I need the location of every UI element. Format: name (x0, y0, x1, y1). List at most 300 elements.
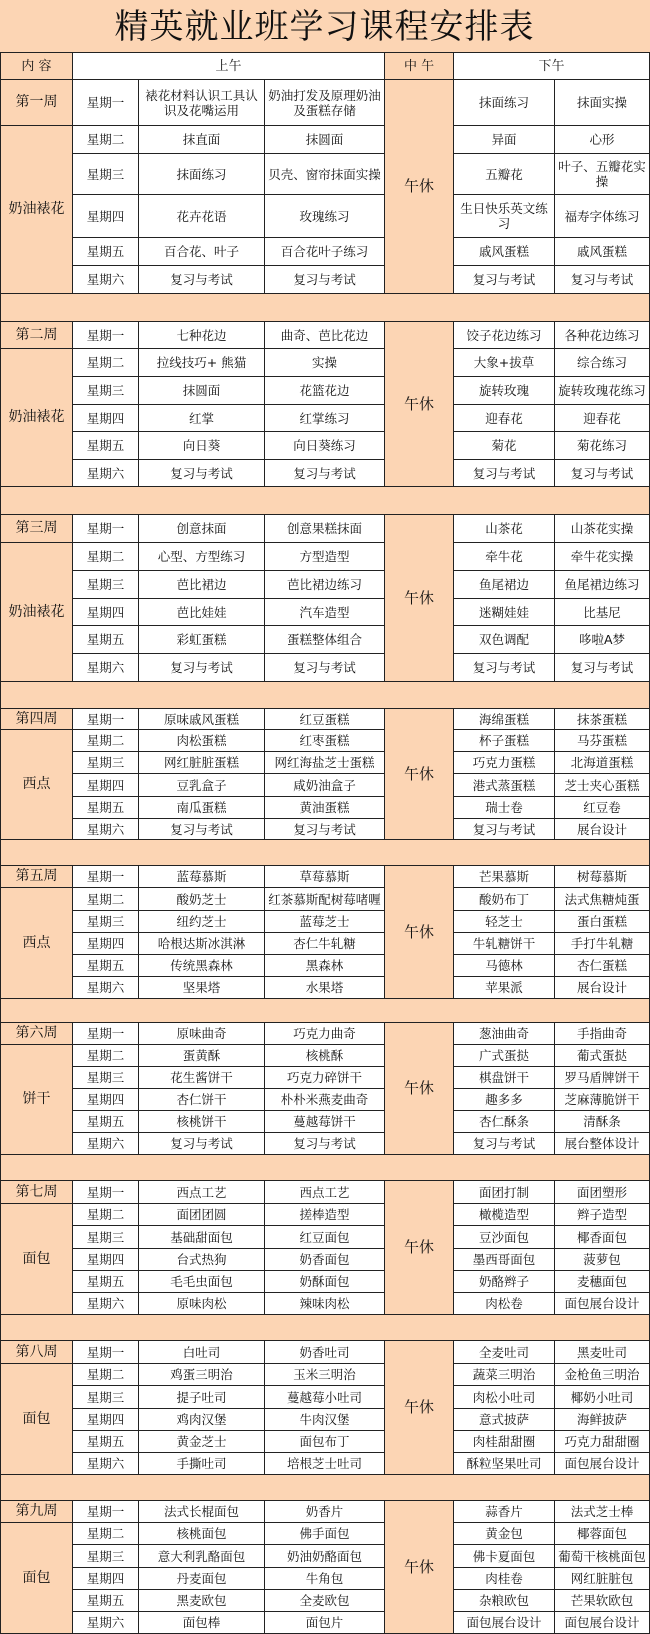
morning-am2-cell: 朴朴米燕麦曲奇 (265, 1089, 385, 1111)
morning-am2-cell: 奶油打发及原理奶油及蛋糕存储 (265, 80, 385, 126)
table-row (1, 1590, 650, 1612)
header-morning: 上午 (73, 53, 385, 80)
table-row (1, 1111, 650, 1133)
morning-am2-cell: 杏仁牛轧糖 (265, 933, 385, 955)
morning-am2-cell: 全麦欧包 (265, 1590, 385, 1612)
morning-am2-cell: 牛角包 (265, 1568, 385, 1590)
header-row (1, 53, 650, 80)
noon-break-cell: 午休 (385, 515, 454, 682)
table-row (1, 866, 650, 888)
separator-band (1, 294, 650, 322)
day-cell: 星期二 (73, 730, 139, 752)
morning-am2-cell: 方型造型 (265, 543, 385, 571)
afternoon-pm2-cell: 面包展台设计 (555, 1612, 650, 1634)
morning-am1-cell: 花生酱饼干 (139, 1067, 265, 1089)
day-cell: 星期二 (73, 1364, 139, 1386)
afternoon-pm1-cell: 复习与考试 (454, 654, 555, 682)
afternoon-pm2-cell: 面包展台设计 (555, 1453, 650, 1475)
morning-am2-cell: 玫瑰练习 (265, 195, 385, 238)
category-label: 奶油裱花 (1, 126, 73, 294)
table-row (1, 1545, 650, 1568)
noon-break-cell: 午休 (385, 709, 454, 840)
morning-am2-cell: 蛋糕整体组合 (265, 626, 385, 654)
morning-am2-cell: 复习与考试 (265, 819, 385, 840)
morning-am2-cell: 黑森林 (265, 955, 385, 977)
category-label: 奶油裱花 (1, 543, 73, 682)
morning-am2-cell: 核桃酥 (265, 1045, 385, 1067)
afternoon-pm1-cell: 旋转玫瑰 (454, 377, 555, 405)
afternoon-pm2-cell: 复习与考试 (555, 266, 650, 294)
morning-am1-cell: 原味戚风蛋糕 (139, 709, 265, 730)
table-row (1, 626, 650, 654)
week-label: 第二周 (1, 322, 73, 349)
afternoon-pm2-cell: 叶子、五瓣花实操 (555, 154, 650, 195)
day-cell: 星期一 (73, 1501, 139, 1523)
morning-am1-cell: 杏仁饼干 (139, 1089, 265, 1111)
day-cell: 星期三 (73, 571, 139, 599)
table-row (1, 1341, 650, 1364)
morning-am1-cell: 肉松蛋糕 (139, 730, 265, 752)
morning-am1-cell: 基础甜面包 (139, 1226, 265, 1249)
morning-am2-cell: 搓棒造型 (265, 1204, 385, 1226)
table-row (1, 1133, 650, 1155)
afternoon-pm2-cell: 山茶花实操 (555, 515, 650, 543)
day-cell: 星期六 (73, 266, 139, 294)
morning-am1-cell: 复习与考试 (139, 1133, 265, 1155)
day-cell: 星期五 (73, 432, 139, 460)
afternoon-pm2-cell: 芝麻薄脆饼干 (555, 1089, 650, 1111)
morning-am1-cell: 丹麦面包 (139, 1568, 265, 1590)
morning-am2-cell: 贝壳、窗帘抹面实操 (265, 154, 385, 195)
week-label: 第七周 (1, 1181, 73, 1204)
afternoon-pm1-cell: 肉桂卷 (454, 1568, 555, 1590)
afternoon-pm2-cell: 福寿字体练习 (555, 195, 650, 238)
morning-am1-cell: 原味肉松 (139, 1293, 265, 1315)
morning-am1-cell: 核桃饼干 (139, 1111, 265, 1133)
table-row (1, 405, 650, 432)
morning-am1-cell: 提子吐司 (139, 1386, 265, 1409)
afternoon-pm2-cell: 心形 (555, 126, 650, 154)
table-row (1, 1501, 650, 1523)
week-separator (1, 1475, 650, 1501)
morning-am1-cell: 芭比裙边 (139, 571, 265, 599)
morning-am2-cell: 奶香吐司 (265, 1341, 385, 1364)
morning-am1-cell: 复习与考试 (139, 266, 265, 294)
afternoon-pm2-cell: 葡式蛋挞 (555, 1045, 650, 1067)
table-row (1, 955, 650, 977)
afternoon-pm1-cell: 全麦吐司 (454, 1341, 555, 1364)
category-label: 面包 (1, 1523, 73, 1634)
morning-am2-cell: 草莓慕斯 (265, 866, 385, 888)
morning-am1-cell: 哈根达斯冰淇淋 (139, 933, 265, 955)
week-separator (1, 1155, 650, 1181)
morning-am1-cell: 裱花材料认识工具认识及花嘴运用 (139, 80, 265, 126)
afternoon-pm1-cell: 面包展台设计 (454, 1612, 555, 1634)
morning-am1-cell: 南瓜蛋糕 (139, 797, 265, 819)
day-cell: 星期三 (73, 1067, 139, 1089)
afternoon-pm1-cell: 鱼尾裙边 (454, 571, 555, 599)
table-row (1, 126, 650, 154)
day-cell: 星期五 (73, 1431, 139, 1453)
day-cell: 星期六 (73, 819, 139, 840)
noon-break-cell: 午休 (385, 1181, 454, 1315)
afternoon-pm2-cell: 鱼尾裙边练习 (555, 571, 650, 599)
morning-am2-cell: 汽车造型 (265, 599, 385, 626)
morning-am1-cell: 意大利乳酪面包 (139, 1545, 265, 1568)
category-label: 面包 (1, 1204, 73, 1315)
afternoon-pm2-cell: 牵牛花实操 (555, 543, 650, 571)
afternoon-pm2-cell: 蛋白蛋糕 (555, 911, 650, 933)
table-row (1, 1409, 650, 1431)
morning-am2-cell: 面包布丁 (265, 1431, 385, 1453)
day-cell: 星期四 (73, 195, 139, 238)
noon-break-cell: 午休 (385, 1501, 454, 1634)
morning-am1-cell: 抹直面 (139, 126, 265, 154)
morning-am1-cell: 创意抹面 (139, 515, 265, 543)
day-cell: 星期五 (73, 1111, 139, 1133)
day-cell: 星期六 (73, 977, 139, 999)
morning-am1-cell: 拉线技巧+ 熊猫 (139, 349, 265, 377)
afternoon-pm2-cell: 芒果软欧包 (555, 1590, 650, 1612)
afternoon-pm1-cell: 生日快乐英文练习 (454, 195, 555, 238)
day-cell: 星期四 (73, 774, 139, 797)
noon-break-cell: 午休 (385, 80, 454, 294)
morning-am1-cell: 百合花、叶子 (139, 238, 265, 266)
morning-am1-cell: 法式长棍面包 (139, 1501, 265, 1523)
separator-band (1, 1315, 650, 1341)
day-cell: 星期三 (73, 377, 139, 405)
day-cell: 星期二 (73, 349, 139, 377)
day-cell: 星期六 (73, 1612, 139, 1634)
morning-am1-cell: 抹面练习 (139, 154, 265, 195)
afternoon-pm1-cell: 黄金包 (454, 1523, 555, 1545)
morning-am1-cell: 向日葵 (139, 432, 265, 460)
morning-am1-cell: 复习与考试 (139, 654, 265, 682)
table-row (1, 1431, 650, 1453)
morning-am2-cell: 奶香片 (265, 1501, 385, 1523)
afternoon-pm1-cell: 佛卡夏面包 (454, 1545, 555, 1568)
day-cell: 星期三 (73, 1226, 139, 1249)
afternoon-pm1-cell: 复习与考试 (454, 1133, 555, 1155)
afternoon-pm1-cell: 葱油曲奇 (454, 1023, 555, 1045)
morning-am1-cell: 网红脏脏蛋糕 (139, 752, 265, 774)
afternoon-pm2-cell: 巧克力甜甜圈 (555, 1431, 650, 1453)
day-cell: 星期一 (73, 709, 139, 730)
day-cell: 星期六 (73, 654, 139, 682)
category-label: 面包 (1, 1364, 73, 1475)
morning-am1-cell: 蓝莓慕斯 (139, 866, 265, 888)
table-row (1, 1364, 650, 1386)
afternoon-pm1-cell: 瑞士卷 (454, 797, 555, 819)
table-row (1, 933, 650, 955)
table-row (1, 322, 650, 349)
table-row (1, 730, 650, 752)
morning-am1-cell: 黄金芝士 (139, 1431, 265, 1453)
afternoon-pm1-cell: 杂粮欧包 (454, 1590, 555, 1612)
day-cell: 星期三 (73, 1386, 139, 1409)
morning-am1-cell: 七种花边 (139, 322, 265, 349)
morning-am1-cell: 豆乳盒子 (139, 774, 265, 797)
afternoon-pm2-cell: 菠萝包 (555, 1249, 650, 1271)
afternoon-pm2-cell: 法式焦糖炖蛋 (555, 888, 650, 911)
afternoon-pm2-cell: 椰香面包 (555, 1226, 650, 1249)
category-label: 西点 (1, 888, 73, 999)
morning-am1-cell: 面团团圆 (139, 1204, 265, 1226)
morning-am2-cell: 红豆蛋糕 (265, 709, 385, 730)
afternoon-pm1-cell: 肉桂甜甜圈 (454, 1431, 555, 1453)
day-cell: 星期一 (73, 80, 139, 126)
week-label: 第四周 (1, 709, 73, 730)
afternoon-pm2-cell: 各种花边练习 (555, 322, 650, 349)
morning-am1-cell: 鸡蛋三明治 (139, 1364, 265, 1386)
table-row (1, 460, 650, 487)
day-cell: 星期四 (73, 405, 139, 432)
afternoon-pm1-cell: 迷糊娃娃 (454, 599, 555, 626)
morning-am1-cell: 坚果塔 (139, 977, 265, 999)
day-cell: 星期三 (73, 911, 139, 933)
afternoon-pm1-cell: 豆沙面包 (454, 1226, 555, 1249)
afternoon-pm2-cell: 网红脏脏包 (555, 1568, 650, 1590)
morning-am2-cell: 咸奶油盒子 (265, 774, 385, 797)
morning-am1-cell: 鸡肉汉堡 (139, 1409, 265, 1431)
afternoon-pm2-cell: 哆啦A梦 (555, 626, 650, 654)
afternoon-pm1-cell: 饺子花边练习 (454, 322, 555, 349)
table-row (1, 571, 650, 599)
afternoon-pm2-cell: 椰奶小吐司 (555, 1386, 650, 1409)
afternoon-pm2-cell: 清酥条 (555, 1111, 650, 1133)
morning-am2-cell: 牛肉汉堡 (265, 1409, 385, 1431)
table-row (1, 1568, 650, 1590)
morning-am2-cell: 复习与考试 (265, 1133, 385, 1155)
morning-am2-cell: 巧克力曲奇 (265, 1023, 385, 1045)
afternoon-pm1-cell: 肉松卷 (454, 1293, 555, 1315)
afternoon-pm1-cell: 山茶花 (454, 515, 555, 543)
day-cell: 星期六 (73, 1293, 139, 1315)
page-title: 精英就业班学习课程安排表 (0, 0, 649, 52)
day-cell: 星期四 (73, 1568, 139, 1590)
separator-band (1, 487, 650, 515)
separator-band (1, 1475, 650, 1501)
table-row (1, 1181, 650, 1204)
morning-am2-cell: 面包片 (265, 1612, 385, 1634)
afternoon-pm2-cell: 手打牛轧糖 (555, 933, 650, 955)
table-row (1, 709, 650, 730)
table-row (1, 1226, 650, 1249)
afternoon-pm2-cell: 红豆卷 (555, 797, 650, 819)
day-cell: 星期二 (73, 1523, 139, 1545)
afternoon-pm2-cell: 展台整体设计 (555, 1133, 650, 1155)
day-cell: 星期二 (73, 543, 139, 571)
table-row (1, 977, 650, 999)
morning-am2-cell: 芭比裙边练习 (265, 571, 385, 599)
afternoon-pm2-cell: 芝士夹心蛋糕 (555, 774, 650, 797)
table-row (1, 377, 650, 405)
morning-am2-cell: 红掌练习 (265, 405, 385, 432)
afternoon-pm2-cell: 迎春花 (555, 405, 650, 432)
table-row (1, 1612, 650, 1634)
table-row (1, 1523, 650, 1545)
morning-am2-cell: 红茶慕斯配树莓啫喱 (265, 888, 385, 911)
day-cell: 星期一 (73, 1181, 139, 1204)
morning-am1-cell: 台式热狗 (139, 1249, 265, 1271)
day-cell: 星期四 (73, 933, 139, 955)
afternoon-pm2-cell: 菊花练习 (555, 432, 650, 460)
week-label: 第三周 (1, 515, 73, 543)
table-row (1, 1293, 650, 1315)
afternoon-pm2-cell: 展台设计 (555, 977, 650, 999)
afternoon-pm2-cell: 手指曲奇 (555, 1023, 650, 1045)
table-row (1, 432, 650, 460)
morning-am2-cell: 抹圆面 (265, 126, 385, 154)
morning-am1-cell: 复习与考试 (139, 819, 265, 840)
afternoon-pm2-cell: 罗马盾牌饼干 (555, 1067, 650, 1089)
table-row (1, 1045, 650, 1067)
afternoon-pm2-cell: 法式芝士棒 (555, 1501, 650, 1523)
morning-am2-cell: 复习与考试 (265, 266, 385, 294)
afternoon-pm1-cell: 酸奶布丁 (454, 888, 555, 911)
afternoon-pm1-cell: 大象+拔草 (454, 349, 555, 377)
morning-am2-cell: 培根芝士吐司 (265, 1453, 385, 1475)
day-cell: 星期六 (73, 1133, 139, 1155)
afternoon-pm1-cell: 港式蒸蛋糕 (454, 774, 555, 797)
day-cell: 星期三 (73, 752, 139, 774)
schedule-table (0, 52, 650, 1634)
afternoon-pm1-cell: 奶酪辫子 (454, 1271, 555, 1293)
morning-am1-cell: 核桃面包 (139, 1523, 265, 1545)
morning-am2-cell: 红枣蛋糕 (265, 730, 385, 752)
noon-break-cell: 午休 (385, 1341, 454, 1475)
category-label: 饼干 (1, 1045, 73, 1155)
afternoon-pm1-cell: 牵牛花 (454, 543, 555, 571)
morning-am2-cell: 黄油蛋糕 (265, 797, 385, 819)
afternoon-pm2-cell: 杏仁蛋糕 (555, 955, 650, 977)
afternoon-pm1-cell: 复习与考试 (454, 460, 555, 487)
afternoon-pm1-cell: 五瓣花 (454, 154, 555, 195)
afternoon-pm1-cell: 戚风蛋糕 (454, 238, 555, 266)
afternoon-pm2-cell: 北海道蛋糕 (555, 752, 650, 774)
afternoon-pm1-cell: 橄榄造型 (454, 1204, 555, 1226)
day-cell: 星期五 (73, 797, 139, 819)
day-cell: 星期五 (73, 1590, 139, 1612)
day-cell: 星期一 (73, 515, 139, 543)
afternoon-pm1-cell: 杯子蛋糕 (454, 730, 555, 752)
table-row (1, 238, 650, 266)
day-cell: 星期四 (73, 1089, 139, 1111)
afternoon-pm2-cell: 综合练习 (555, 349, 650, 377)
morning-am2-cell: 蔓越莓饼干 (265, 1111, 385, 1133)
table-row (1, 797, 650, 819)
morning-am1-cell: 原味曲奇 (139, 1023, 265, 1045)
week-separator (1, 840, 650, 866)
afternoon-pm1-cell: 芒果慕斯 (454, 866, 555, 888)
afternoon-pm2-cell: 黑麦吐司 (555, 1341, 650, 1364)
afternoon-pm2-cell: 抹茶蛋糕 (555, 709, 650, 730)
category-label: 西点 (1, 730, 73, 840)
morning-am2-cell: 实操 (265, 349, 385, 377)
morning-am1-cell: 黑麦欧包 (139, 1590, 265, 1612)
morning-am2-cell: 复习与考试 (265, 460, 385, 487)
afternoon-pm2-cell: 展台设计 (555, 819, 650, 840)
afternoon-pm1-cell: 海绵蛋糕 (454, 709, 555, 730)
day-cell: 星期五 (73, 1271, 139, 1293)
afternoon-pm2-cell: 马芬蛋糕 (555, 730, 650, 752)
table-row (1, 1023, 650, 1045)
week-label: 第六周 (1, 1023, 73, 1045)
afternoon-pm2-cell: 辫子造型 (555, 1204, 650, 1226)
morning-am2-cell: 巧克力碎饼干 (265, 1067, 385, 1089)
morning-am2-cell: 蔓越莓小吐司 (265, 1386, 385, 1409)
morning-am1-cell: 彩虹蛋糕 (139, 626, 265, 654)
morning-am2-cell: 创意果糕抹面 (265, 515, 385, 543)
morning-am2-cell: 红豆面包 (265, 1226, 385, 1249)
table-row (1, 1089, 650, 1111)
afternoon-pm1-cell: 复习与考试 (454, 266, 555, 294)
morning-am1-cell: 花卉花语 (139, 195, 265, 238)
afternoon-pm2-cell: 复习与考试 (555, 654, 650, 682)
noon-break-cell: 午休 (385, 322, 454, 487)
day-cell: 星期五 (73, 955, 139, 977)
morning-am2-cell: 复习与考试 (265, 654, 385, 682)
afternoon-pm2-cell: 面包展台设计 (555, 1293, 650, 1315)
afternoon-pm2-cell: 树莓慕斯 (555, 866, 650, 888)
morning-am2-cell: 百合花叶子练习 (265, 238, 385, 266)
table-row (1, 1067, 650, 1089)
afternoon-pm2-cell: 葡萄干核桃面包 (555, 1545, 650, 1568)
afternoon-pm1-cell: 复习与考试 (454, 819, 555, 840)
afternoon-pm1-cell: 蔬菜三明治 (454, 1364, 555, 1386)
afternoon-pm2-cell: 抹面实操 (555, 80, 650, 126)
table-row (1, 599, 650, 626)
table-row (1, 1453, 650, 1475)
week-separator (1, 1315, 650, 1341)
day-cell: 星期二 (73, 888, 139, 911)
noon-break-cell: 午休 (385, 866, 454, 999)
separator-band (1, 840, 650, 866)
morning-am1-cell: 传统黑森林 (139, 955, 265, 977)
day-cell: 星期三 (73, 154, 139, 195)
category-label: 奶油裱花 (1, 349, 73, 487)
afternoon-pm1-cell: 杏仁酥条 (454, 1111, 555, 1133)
afternoon-pm1-cell: 异面 (454, 126, 555, 154)
header-content: 内 容 (1, 53, 73, 80)
afternoon-pm1-cell: 墨西哥面包 (454, 1249, 555, 1271)
day-cell: 星期四 (73, 1249, 139, 1271)
morning-am2-cell: 水果塔 (265, 977, 385, 999)
afternoon-pm1-cell: 牛轧糖饼干 (454, 933, 555, 955)
table-row (1, 1249, 650, 1271)
morning-am2-cell: 向日葵练习 (265, 432, 385, 460)
week-label: 第八周 (1, 1341, 73, 1364)
table-row (1, 195, 650, 238)
morning-am2-cell: 奶酥面包 (265, 1271, 385, 1293)
table-row (1, 654, 650, 682)
day-cell: 星期五 (73, 238, 139, 266)
afternoon-pm2-cell: 戚风蛋糕 (555, 238, 650, 266)
afternoon-pm1-cell: 迎春花 (454, 405, 555, 432)
week-label: 第九周 (1, 1501, 73, 1523)
afternoon-pm1-cell: 马德林 (454, 955, 555, 977)
morning-am1-cell: 西点工艺 (139, 1181, 265, 1204)
week-label: 第五周 (1, 866, 73, 888)
day-cell: 星期三 (73, 1545, 139, 1568)
morning-am1-cell: 复习与考试 (139, 460, 265, 487)
table-row (1, 515, 650, 543)
table-row (1, 266, 650, 294)
afternoon-pm2-cell: 旋转玫瑰花练习 (555, 377, 650, 405)
morning-am2-cell: 花篮花边 (265, 377, 385, 405)
table-row (1, 349, 650, 377)
table-row (1, 888, 650, 911)
